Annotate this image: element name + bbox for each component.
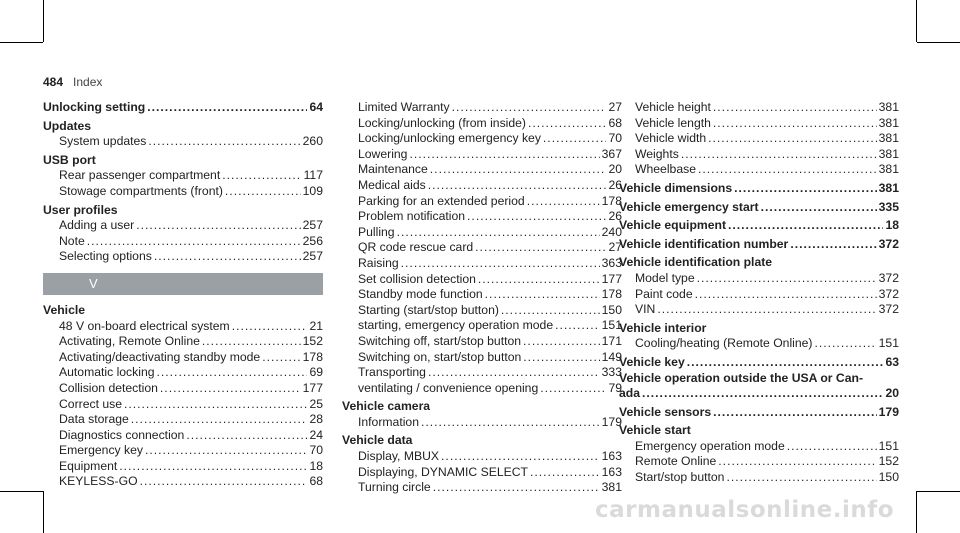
entry-text: Emergency key: [59, 443, 143, 458]
dot-leader: [441, 449, 600, 463]
index-entry: [619, 181, 899, 197]
page-reference[interactable]: 18: [309, 458, 323, 473]
index-column-1: [43, 100, 323, 490]
index-subentry: [43, 319, 323, 335]
index-subentry: [43, 184, 323, 200]
entry-text: Collision detection: [59, 380, 158, 395]
dot-leader: [687, 355, 884, 369]
entry-text: Starting (start/stop button): [358, 302, 499, 317]
dot-leader: [409, 147, 599, 161]
entry-text: Correct use: [59, 396, 122, 411]
entry-text: Switching on, start/stop button: [358, 349, 522, 364]
entry-text: Activating/deactivating standby mode: [59, 349, 261, 364]
page-reference[interactable]: 152: [878, 454, 899, 469]
index-subentry: [619, 302, 899, 318]
entry-text: Vehicle sensors: [619, 404, 712, 419]
page-reference[interactable]: 171: [601, 333, 622, 348]
entry-text: Locking/unlocking emergency key: [358, 131, 541, 146]
page-reference[interactable]: 150: [601, 302, 622, 317]
dot-leader: [157, 365, 308, 379]
entry-text: 48 V on-board electrical system: [59, 318, 230, 333]
entry-text: System updates: [59, 134, 147, 149]
page-reference[interactable]: 26: [608, 177, 622, 192]
crop-mark: [917, 42, 960, 43]
entry-text: Limited Warranty: [358, 100, 450, 114]
index-entry: [619, 423, 899, 439]
entry-text: QR code rescue card: [358, 240, 474, 255]
index-subentry: [342, 256, 622, 272]
index-subentry: [619, 131, 899, 147]
entry-text: Lowering: [358, 146, 408, 161]
index-subentry: [619, 162, 899, 178]
index-subentry: [342, 100, 622, 116]
dot-leader: [433, 480, 600, 494]
entry-text: Vehicle data: [342, 433, 413, 448]
dot-leader: [527, 194, 600, 208]
index-subentry: [342, 131, 622, 147]
dot-leader: [478, 272, 600, 286]
page-reference[interactable]: 20: [608, 162, 622, 177]
entry-text: Information: [358, 414, 419, 429]
entry-text: Data storage: [59, 412, 129, 427]
dot-leader: [815, 336, 877, 350]
dot-leader: [154, 249, 301, 263]
entry-text: Vehicle identification number: [619, 236, 789, 251]
dot-leader: [124, 397, 307, 411]
page-reference[interactable]: 151: [878, 336, 899, 351]
dot-leader: [543, 131, 607, 145]
entry-text: Vehicle interior: [619, 320, 707, 335]
dot-leader: [713, 100, 877, 114]
dot-leader: [501, 303, 600, 317]
dot-leader: [523, 334, 600, 348]
page-reference[interactable]: 381: [878, 131, 899, 146]
entry-text: Vehicle width: [635, 131, 707, 146]
dot-leader: [681, 147, 877, 161]
dot-leader: [713, 116, 877, 130]
dot-leader: [695, 287, 877, 301]
dot-leader: [728, 218, 883, 232]
page-reference[interactable]: 28: [309, 412, 323, 427]
page-reference[interactable]: 367: [601, 146, 622, 161]
index-subentry: [43, 459, 323, 475]
dot-leader: [528, 116, 606, 130]
page-reference[interactable]: 179: [601, 414, 622, 429]
entry-text: Note: [59, 233, 85, 248]
entry-text: Wheelbase: [635, 162, 696, 177]
entry-text: Raising: [358, 255, 399, 270]
page-reference[interactable]: 372: [878, 236, 899, 251]
index-subentry: [619, 439, 899, 455]
entry-text: Diagnostics connection: [59, 427, 185, 442]
page-reference[interactable]: 152: [302, 334, 323, 349]
page-reference[interactable]: 257: [302, 218, 323, 233]
page-reference[interactable]: 63: [885, 354, 899, 369]
entry-text: Weights: [635, 146, 679, 161]
watermark: carmanualsonline.info: [595, 497, 895, 523]
page-reference[interactable]: 117: [303, 168, 323, 183]
entry-text: Cooling/heating (Remote Online): [635, 336, 813, 351]
page-reference[interactable]: 163: [601, 464, 622, 479]
entry-text: Parking for an extended period: [358, 193, 525, 208]
dot-leader: [140, 474, 308, 488]
dot-leader: [232, 319, 308, 333]
index-entry: [619, 218, 899, 234]
index-subentry: [342, 162, 622, 178]
page-reference[interactable]: 27: [608, 240, 622, 255]
index-subentry: [342, 318, 622, 334]
index-subentry: [619, 454, 899, 470]
page-reference[interactable]: 335: [878, 199, 899, 214]
entry-text: User profiles: [43, 202, 118, 217]
dot-leader: [186, 428, 307, 442]
index-subentry: [342, 480, 622, 496]
page-reference[interactable]: 178: [302, 349, 323, 364]
index-entry: [342, 399, 622, 415]
page-reference[interactable]: 363: [601, 255, 622, 270]
entry-text: Equipment: [59, 458, 118, 473]
entry-text: Standby mode function: [358, 287, 483, 302]
index-entry: [619, 321, 899, 337]
dot-leader: [787, 439, 877, 453]
dot-leader: [430, 162, 607, 176]
page-reference[interactable]: 240: [601, 224, 622, 239]
index-entry: [619, 255, 899, 271]
entry-text: Vehicle: [43, 302, 86, 317]
dot-leader: [428, 365, 600, 379]
index-subentry: [43, 218, 323, 234]
entry-text: Turning circle: [358, 480, 431, 495]
dot-leader: [708, 131, 877, 145]
entry-text: Vehicle dimensions: [619, 180, 733, 195]
page-reference[interactable]: 18: [885, 218, 899, 233]
dot-leader: [467, 209, 606, 223]
entry-text: Pulling: [358, 224, 395, 239]
index-subentry: [342, 209, 622, 225]
page-reference[interactable]: 178: [601, 193, 622, 208]
index-entry: [43, 303, 323, 319]
index-entry: [619, 200, 899, 216]
index-subentry: [619, 100, 899, 116]
entry-text: Locking/unlocking (from inside): [358, 115, 526, 130]
entry-text: Problem notification: [358, 209, 466, 224]
page-reference[interactable]: 21: [309, 318, 323, 333]
dot-leader: [145, 443, 307, 457]
page-reference[interactable]: 27: [608, 100, 622, 114]
index-subentry: [619, 116, 899, 132]
index-subentry: [43, 168, 323, 184]
index-entry: [342, 433, 622, 449]
entry-text: VIN: [635, 302, 656, 317]
page-reference[interactable]: 381: [601, 480, 622, 495]
page-reference[interactable]: 163: [601, 449, 622, 464]
dot-leader: [262, 350, 300, 364]
entry-text: KEYLESS-GO: [59, 474, 138, 489]
dot-leader: [225, 184, 301, 198]
dot-leader: [397, 225, 600, 239]
index-entry: [43, 203, 323, 219]
index-column-3: [619, 100, 899, 486]
index-subentry: [342, 465, 622, 481]
dot-leader: [485, 287, 600, 301]
page-reference[interactable]: 260: [302, 134, 323, 149]
index-subentry: [619, 271, 899, 287]
dot-leader: [726, 470, 876, 484]
crop-mark: [43, 491, 44, 533]
page-reference[interactable]: 381: [878, 180, 899, 195]
page-reference[interactable]: 381: [878, 100, 899, 114]
index-subentry: [342, 240, 622, 256]
page-reference[interactable]: 24: [309, 427, 323, 442]
entry-text: starting, emergency operation mode: [358, 318, 554, 333]
dot-leader: [555, 318, 600, 332]
index-subentry: [43, 443, 323, 459]
index-subentry: [619, 287, 899, 303]
entry-text: Stowage compartments (front): [59, 183, 223, 198]
dot-leader: [698, 162, 877, 176]
index-entry: [43, 153, 323, 169]
index-subentry: [342, 381, 622, 397]
index-subentry: [43, 134, 323, 150]
entry-text: Automatic locking: [59, 365, 155, 380]
entry-text: Vehicle emergency start: [619, 199, 759, 214]
page-reference[interactable]: 333: [601, 365, 622, 380]
entry-text: Vehicle length: [635, 115, 711, 130]
crop-mark: [917, 491, 960, 492]
dot-leader: [761, 200, 877, 214]
index-subentry: [43, 350, 323, 366]
letter-heading: V: [43, 273, 323, 295]
page-reference[interactable]: 20: [885, 386, 899, 401]
dot-leader: [147, 100, 307, 114]
index-subentry: [342, 449, 622, 465]
index-subentry: [342, 178, 622, 194]
index-entry: [619, 405, 899, 421]
dot-leader: [657, 302, 876, 316]
dot-leader: [131, 412, 308, 426]
entry-text: Unlocking setting: [43, 100, 146, 114]
entry-text: Vehicle key: [619, 354, 685, 369]
index-subentry: [342, 287, 622, 303]
page-reference[interactable]: 179: [878, 404, 899, 419]
dot-leader: [540, 381, 606, 395]
dot-leader: [642, 386, 883, 400]
entry-text: Paint code: [635, 286, 693, 301]
page-reference[interactable]: 381: [878, 115, 899, 130]
dot-leader: [87, 234, 301, 248]
index-subentry: [43, 334, 323, 350]
entry-text: Updates: [43, 118, 92, 133]
index-subentry: [342, 303, 622, 319]
index-subentry: [43, 397, 323, 413]
index-subentry: [619, 336, 899, 352]
crop-mark: [916, 0, 917, 42]
index-subentry: [342, 116, 622, 132]
dot-leader: [202, 334, 301, 348]
dot-leader: [718, 454, 876, 468]
dot-leader: [452, 100, 607, 114]
page-reference[interactable]: 64: [309, 100, 323, 114]
crop-mark: [0, 42, 43, 43]
entry-text: Transporting: [358, 365, 426, 380]
page-reference[interactable]: 257: [302, 249, 323, 264]
dot-leader: [222, 168, 301, 182]
page-reference[interactable]: 70: [608, 131, 622, 146]
entry-text: Vehicle identification plate: [619, 255, 773, 270]
entry-text: Emergency operation mode: [635, 438, 785, 453]
page-reference[interactable]: 177: [302, 380, 323, 395]
page-reference[interactable]: 150: [878, 470, 899, 485]
entry-text: Vehicle equipment: [619, 218, 727, 233]
dot-leader: [523, 350, 599, 364]
index-column-2: [342, 100, 622, 496]
page-reference[interactable]: 151: [601, 318, 622, 333]
index-subentry: [43, 412, 323, 428]
entry-text: ventilating / convenience opening: [358, 380, 539, 395]
page-reference[interactable]: 149: [601, 349, 622, 364]
index-subentry: [342, 334, 622, 350]
entry-text: Vehicle camera: [342, 399, 431, 414]
page-reference[interactable]: 177: [601, 271, 622, 286]
entry-text: Model type: [635, 270, 695, 285]
entry-text: Switching off, start/stop button: [358, 333, 522, 348]
page-reference[interactable]: 381: [878, 162, 899, 177]
page-reference[interactable]: 68: [309, 474, 323, 489]
entry-text: Selecting options: [59, 249, 152, 264]
dot-leader: [697, 271, 877, 285]
index-subentry: [43, 365, 323, 381]
entry-text: Display, MBUX: [358, 449, 440, 464]
page-number: 484: [43, 75, 64, 89]
section-title: Index: [73, 75, 103, 89]
index-entry: [43, 119, 323, 135]
page-reference[interactable]: 372: [878, 270, 899, 285]
entry-text: USB port: [43, 152, 96, 167]
index-entry: [619, 386, 899, 402]
entry-text: ada: [619, 386, 641, 401]
dot-leader: [136, 218, 300, 232]
entry-text: Set collision detection: [358, 271, 476, 286]
index-entry: [43, 100, 323, 116]
entry-text: Remote Online: [635, 454, 717, 469]
dot-leader: [713, 405, 877, 419]
index-subentry: [342, 147, 622, 163]
page-reference[interactable]: 26: [608, 209, 622, 224]
index-subentry: [43, 381, 323, 397]
index-entry: [619, 371, 899, 387]
entry-text: Maintenance: [358, 162, 428, 177]
entry-text: Activating, Remote Online: [59, 334, 200, 349]
entry-text: Adding a user: [59, 218, 135, 233]
page-reference[interactable]: 372: [878, 286, 899, 301]
index-subentry: [619, 470, 899, 486]
index-subentry: [342, 415, 622, 431]
dot-leader: [428, 178, 607, 192]
page-reference[interactable]: 109: [302, 183, 323, 198]
index-subentry: [43, 234, 323, 250]
page-reference[interactable]: 68: [608, 115, 622, 130]
page-reference[interactable]: 151: [878, 438, 899, 453]
index-subentry: [342, 350, 622, 366]
page-reference[interactable]: 70: [309, 443, 323, 458]
dot-leader: [475, 240, 606, 254]
dot-leader: [421, 415, 600, 429]
dot-leader: [734, 181, 877, 195]
dot-leader: [119, 459, 307, 473]
entry-text: Medical aids: [358, 177, 426, 192]
crop-mark: [43, 0, 44, 42]
entry-text: Displaying, DYNAMIC SELECT: [358, 464, 528, 479]
index-subentry: [43, 428, 323, 444]
entry-text: Vehicle height: [635, 100, 711, 114]
entry-text: Rear passenger compartment: [59, 168, 221, 183]
crop-mark: [0, 491, 43, 492]
page-reference[interactable]: 79: [608, 380, 622, 395]
index-subentry: [342, 272, 622, 288]
page-header: [43, 75, 102, 89]
page-reference[interactable]: 381: [878, 146, 899, 161]
page-reference[interactable]: 69: [309, 365, 323, 380]
dot-leader: [790, 237, 876, 251]
index-entry: [619, 237, 899, 253]
index-subentry: [342, 225, 622, 241]
dot-leader: [148, 134, 300, 148]
index-subentry: [342, 365, 622, 381]
page-reference[interactable]: 372: [878, 302, 899, 317]
page-reference[interactable]: 178: [601, 287, 622, 302]
entry-text: Vehicle start: [619, 423, 691, 438]
index-subentry: [43, 249, 323, 265]
entry-text: Vehicle operation outside the USA or Can-: [619, 370, 864, 385]
index-entry: [619, 355, 899, 371]
dot-leader: [530, 465, 600, 479]
index-subentry: [342, 194, 622, 210]
page-reference[interactable]: 25: [309, 396, 323, 411]
dot-leader: [401, 256, 600, 270]
index-subentry: [619, 147, 899, 163]
dot-leader: [160, 381, 301, 395]
crop-mark: [916, 491, 917, 533]
index-subentry: [43, 474, 323, 490]
page-reference[interactable]: 256: [302, 233, 323, 248]
entry-text: Start/stop button: [635, 470, 725, 485]
